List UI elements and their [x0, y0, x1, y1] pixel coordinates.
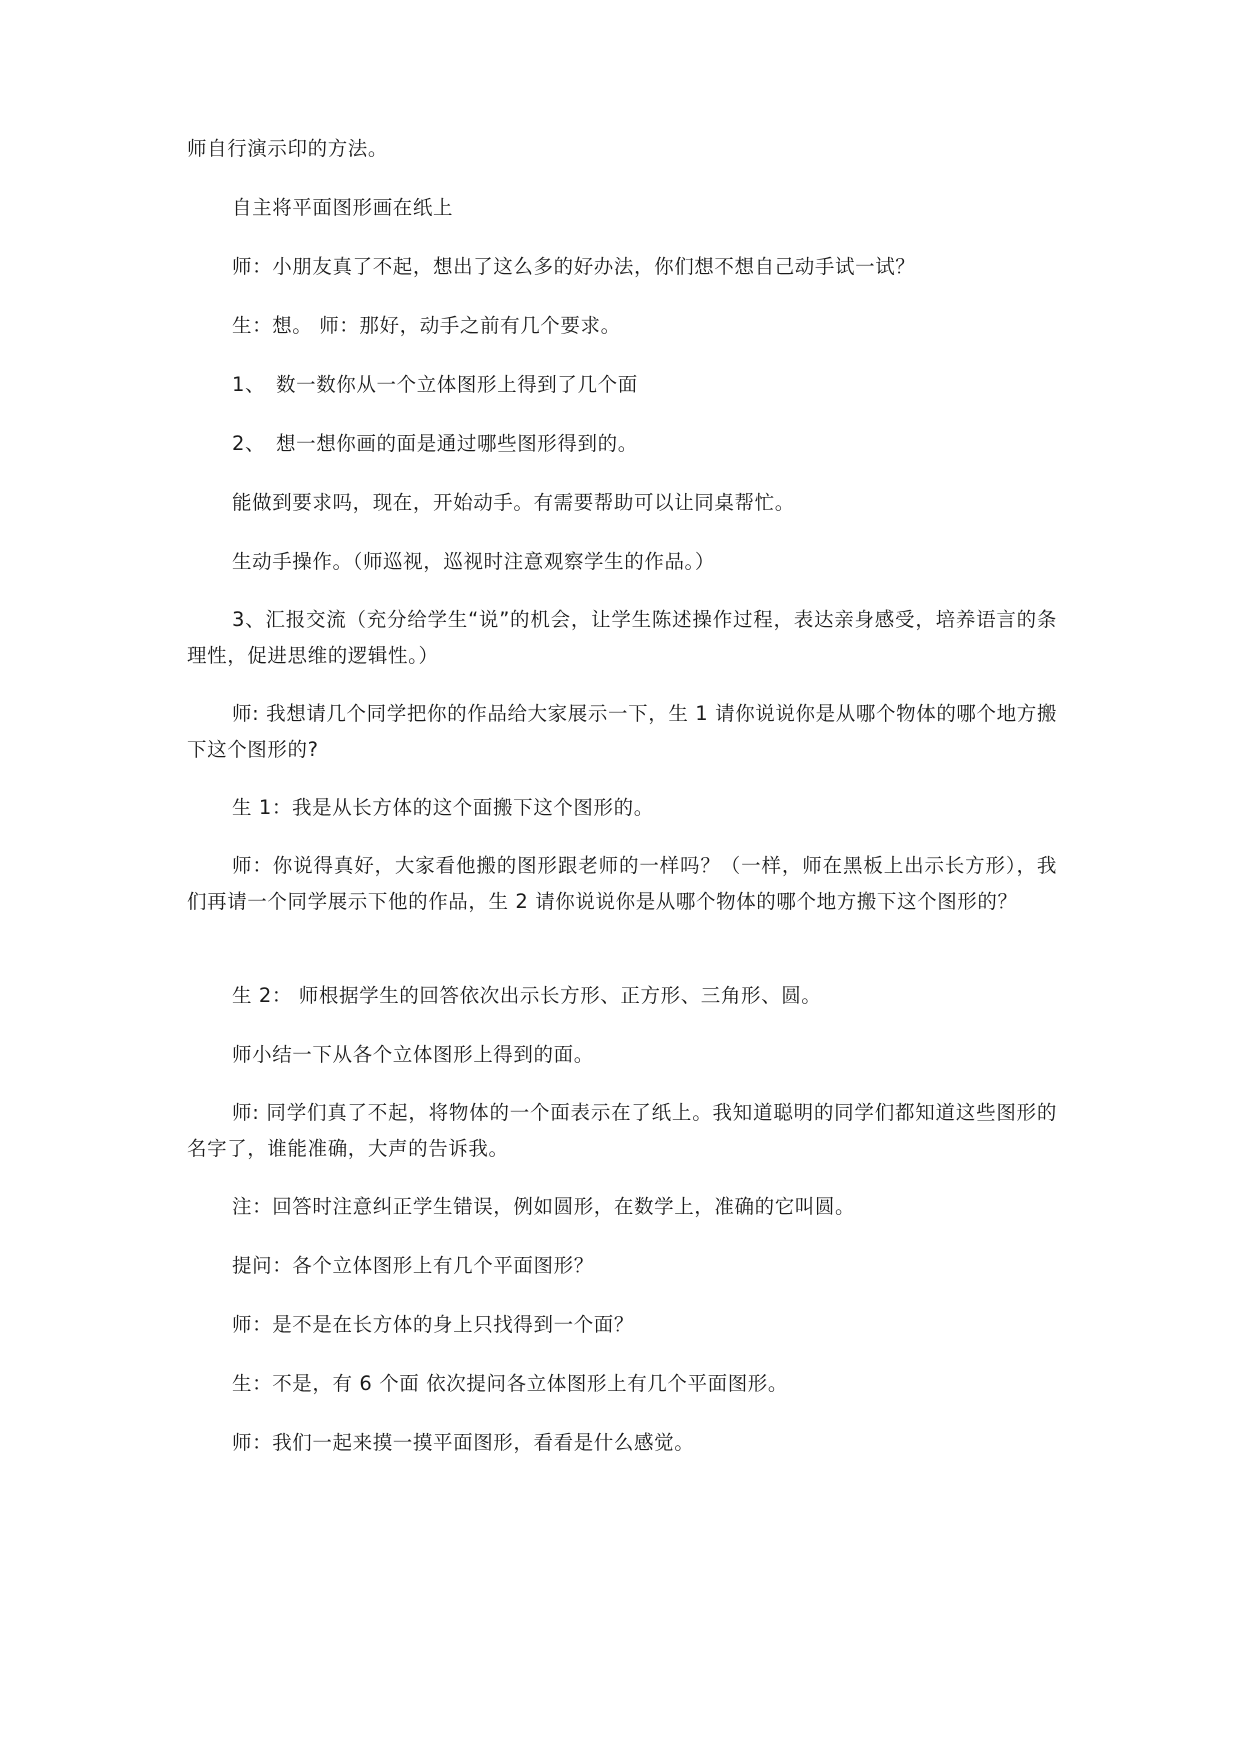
paragraph-report-exchange: 3、汇报交流（充分给学生“说”的机会，让学生陈述操作过程，表达亲身感受，培养语言的条理性，促进思维的逻辑性。）	[187, 608, 1057, 667]
paragraph-demo-method: 师自行演示印的方法。	[187, 137, 389, 160]
paragraph-question: 提问：各个立体图形上有几个平面图形？	[232, 1254, 594, 1277]
list-number: 1、	[232, 373, 266, 396]
paragraph-teacher-names: 师: 同学们真了不起，将物体的一个面表示在了纸上。我知道聪明的同学们都知道这些图形的名字了，谁能准确，大声的告诉我。	[187, 1101, 1057, 1160]
paragraph-teacher-compare: 师：你说得真好，大家看他搬的图形跟老师的一样吗？（一样，师在黑板上出示长方形），我们再请一个同学展示下他的作品，生 2 请你说说你是从哪个物体的哪个地方搬下这个图形的？	[187, 854, 1057, 913]
paragraph-draw-on-paper: 自主将平面图形画在纸上	[232, 196, 454, 219]
paragraph-start-work: 能做到要求吗，现在，开始动手。有需要帮助可以让同桌帮忙。	[232, 491, 795, 514]
paragraph-six-faces: 生：不是，有 6 个面 依次提问各立体图形上有几个平面图形。	[232, 1372, 789, 1395]
paragraph-student-operate: 生动手操作。（师巡视，巡视时注意观察学生的作品。）	[232, 550, 716, 573]
list-number: 2、	[232, 432, 266, 455]
paragraph-student-2: 生 2： 师根据学生的回答依次出示长方形、正方形、三角形、圆。	[232, 984, 822, 1007]
list-item-2	[232, 426, 1052, 462]
paragraph-touch-shapes: 师：我们一起来摸一摸平面图形，看看是什么感觉。	[232, 1431, 695, 1454]
list-item-text: 想一想你画的面是通过哪些图形得到的。	[276, 432, 638, 455]
paragraph-teacher-cuboid: 师：是不是在长方体的身上只找得到一个面？	[232, 1313, 635, 1336]
list-item-text: 数一数你从一个立体图形上得到了几个面	[276, 373, 638, 396]
list-item-1	[232, 367, 1052, 403]
paragraph-teacher-request: 师: 我想请几个同学把你的作品给大家展示一下，生 1 请你说说你是从哪个物体的哪个地方搬下这个图形的?	[187, 702, 1057, 761]
paragraph-teacher-summary: 师小结一下从各个立体图形上得到的面。	[232, 1043, 594, 1066]
paragraph-teacher-praise: 师：小朋友真了不起，想出了这么多的好办法，你们想不想自己动手试一试？	[232, 255, 916, 278]
paragraph-student-1: 生 1：我是从长方体的这个面搬下这个图形的。	[232, 796, 654, 819]
paragraph-student-answer: 生：想。 师：那好，动手之前有几个要求。	[232, 314, 621, 337]
paragraph-note: 注：回答时注意纠正学生错误，例如圆形，在数学上，准确的它叫圆。	[232, 1195, 856, 1218]
